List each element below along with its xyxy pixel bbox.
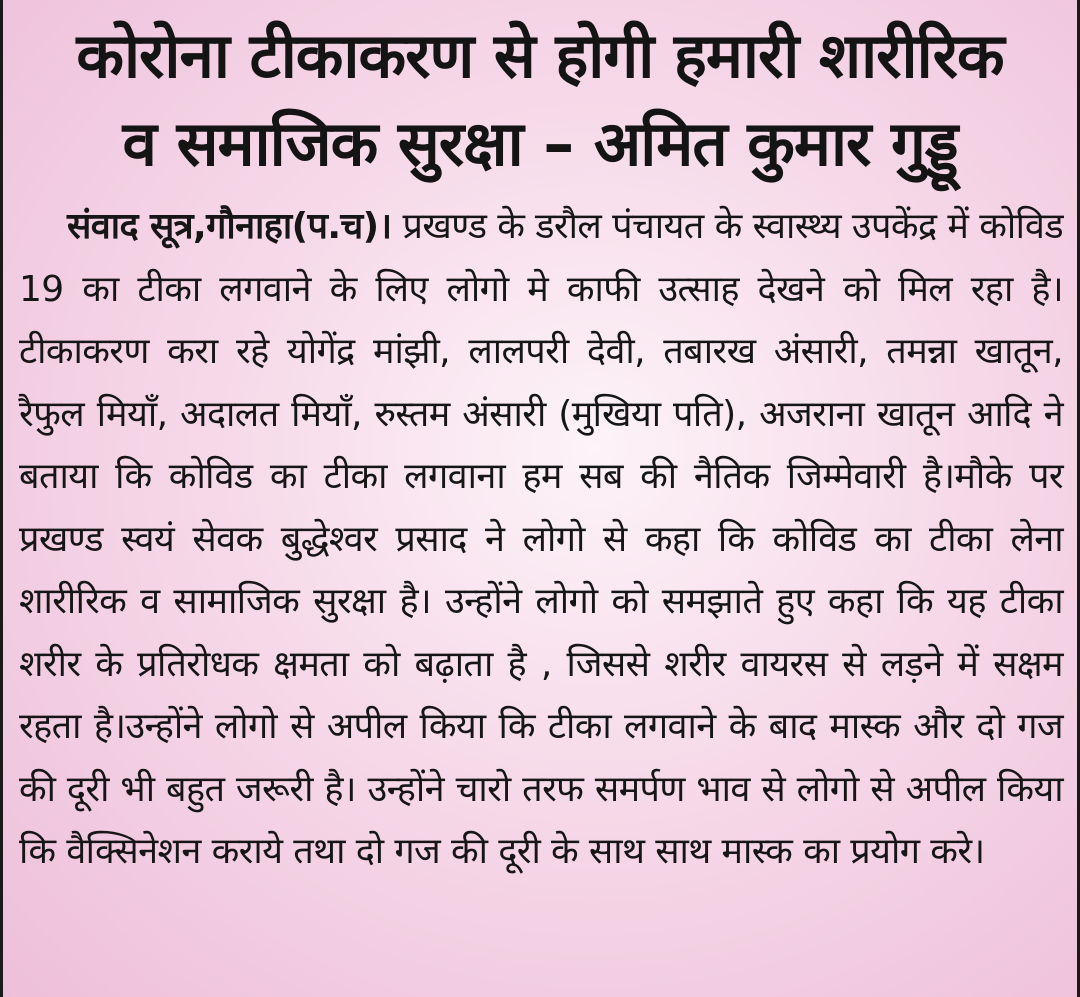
- dateline: संवाद सूत्र,गौनाहा(प.च)।: [67, 206, 392, 247]
- article-body: [3, 196, 1077, 884]
- article-text: प्रखण्ड के डरौल पंचायत के स्वास्थ्य उपकेंद्र में कोविड 19 का टीका लगवाने के लिए लोगो मे काफी उत्साह देखने को मिल रहा है।टीकाकरण करा रहे योगेंद्र मांझी, लालपरी देवी, तबारख अंसारी, तमन्ना खातून, रैफुल मियाँ, अदालत मियाँ, रुस्तम अंसारी (मुखिया पति), अजराना खातून आदि ने बताया कि कोविड का टीका लगवाना हम सब की नैतिक जिम्मेवारी है।मौके पर प्रखण्ड स्वयं सेवक बुद्धेश्वर प्रसाद ने लोगो से कहा कि कोविड का टीका लेना शारीरिक व सामाजिक सुरक्षा है। उन्होंने लोगो को समझाते हुए कहा कि यह टीका शरीर के प्रतिरोधक क्षमता को बढ़ाता है , जिससे शरीर वायरस से लड़ने में सक्षम रहता है।उन्होंने लोगो से अपील किया कि टीका लगवाने के बाद मास्क और दो गज की दूरी भी बहुत जरूरी है। उन्होंने चारो तरफ समर्पण भाव से लोगो से अपील किया कि वैक्सिनेशन कराये तथा दो गज की दूरी के साथ साथ मास्क का प्रयोग करे।: [19, 206, 1063, 872]
- headline-line-1: कोरोना टीकाकरण से होगी हमारी शारीरिक: [76, 19, 1004, 92]
- headline: [3, 0, 1077, 188]
- headline-line-2: व समाजिक सुरक्षा – अमित कुमार गुड्डू: [122, 107, 958, 180]
